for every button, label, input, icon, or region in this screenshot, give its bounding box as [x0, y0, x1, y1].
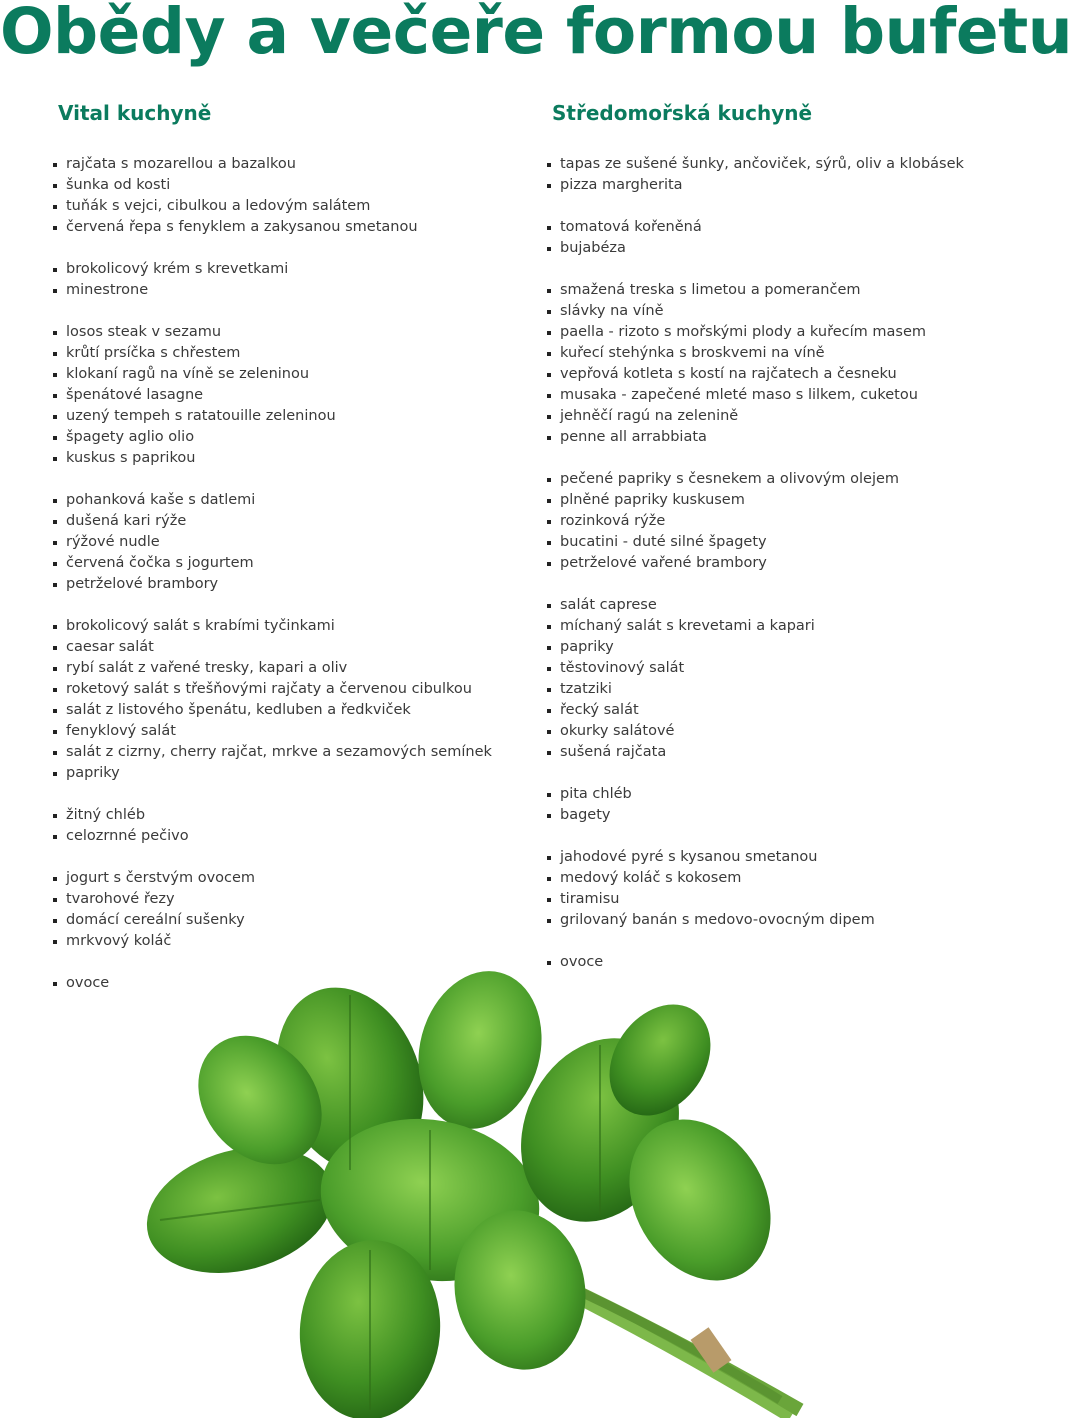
menu-item: paella - rizoto s mořskými plody a kuřecím masem	[552, 322, 952, 343]
menu-item: medový koláč s kokosem	[552, 868, 952, 889]
menu-item: šunka od kosti	[58, 175, 498, 196]
page-title: Obědy a večeře formou bufetu	[0, 0, 1072, 68]
menu-item: mrkvový koláč	[58, 931, 498, 952]
mediterranean-heading: Středomořská kuchyně	[552, 101, 813, 125]
menu-item: tzatziki	[552, 679, 952, 700]
menu-item: penne all arrabbiata	[552, 427, 952, 448]
menu-item: kuřecí stehýnka s broskvemi na víně	[552, 343, 952, 364]
menu-item: brokolicový krém s krevetkami	[58, 259, 498, 280]
menu-item: salát z cizrny, cherry rajčat, mrkve a sezamových semínek	[58, 742, 498, 763]
menu-item: bucatini - duté silné špagety	[552, 532, 952, 553]
menu-item: uzený tempeh s ratatouille zeleninou	[58, 406, 498, 427]
menu-item: pita chléb	[552, 784, 952, 805]
vital-heading: Vital kuchyně	[58, 101, 212, 125]
menu-item: bujabéza	[552, 238, 952, 259]
menu-item: jogurt s čerstvým ovocem	[58, 868, 498, 889]
mediterranean-menu-section	[552, 96, 964, 973]
menu-item: tiramisu	[552, 889, 952, 910]
menu-item: tomatová kořeněná	[552, 217, 952, 238]
menu-item: papriky	[58, 763, 498, 784]
menu-item: bagety	[552, 805, 952, 826]
menu-item: musaka - zapečené mleté maso s lilkem, cuketou	[552, 385, 952, 406]
menu-item: špenátové lasagne	[58, 385, 498, 406]
menu-item: vepřová kotleta s kostí na rajčatech a česneku	[552, 364, 952, 385]
menu-item: jahodové pyré s kysanou smetanou	[552, 847, 952, 868]
menu-item: žitný chléb	[58, 805, 498, 826]
menu-item: rýžové nudle	[58, 532, 498, 553]
menu-item: pohanková kaše s datlemi	[58, 490, 498, 511]
menu-item: tuňák s vejci, cibulkou a ledovým salátem	[58, 196, 498, 217]
menu-item: těstovinový salát	[552, 658, 952, 679]
menu-item: pizza margherita	[552, 175, 952, 196]
menu-item: sušená rajčata	[552, 742, 952, 763]
menu-item: domácí cereální sušenky	[58, 910, 498, 931]
menu-item: červená čočka s jogurtem	[58, 553, 498, 574]
vital-menu-section	[58, 96, 498, 994]
menu-item: caesar salát	[58, 637, 498, 658]
menu-item: slávky na víně	[552, 301, 952, 322]
menu-item: papriky	[552, 637, 952, 658]
menu-item: pečené papriky s česnekem a olivovým olejem	[552, 469, 952, 490]
menu-item: dušená kari rýže	[58, 511, 498, 532]
menu-item: grilovaný banán s medovo-ovocným dipem	[552, 910, 952, 931]
menu-item: klokaní ragů na víně se zeleninou	[58, 364, 498, 385]
menu-item: tvarohové řezy	[58, 889, 498, 910]
menu-item: smažená treska s limetou a pomerančem	[552, 280, 952, 301]
mediterranean-menu-list	[552, 154, 964, 973]
basil-icon	[100, 970, 870, 1418]
menu-item: kuskus s paprikou	[58, 448, 498, 469]
menu-item: petrželové brambory	[58, 574, 498, 595]
menu-item: krůtí prsíčka s chřestem	[58, 343, 498, 364]
menu-item: ovoce	[552, 952, 952, 973]
menu-item: řecký salát	[552, 700, 952, 721]
menu-item: salát caprese	[552, 595, 952, 616]
menu-item: míchaný salát s krevetami a kapari	[552, 616, 952, 637]
menu-item: rozinková rýže	[552, 511, 952, 532]
menu-item: brokolicový salát s krabími tyčinkami	[58, 616, 498, 637]
menu-item: ovoce	[58, 973, 498, 994]
menu-item: petrželové vařené brambory	[552, 553, 952, 574]
menu-item: jehněčí ragú na zelenině	[552, 406, 952, 427]
menu-item: celozrnné pečivo	[58, 826, 498, 847]
menu-item: roketový salát s třešňovými rajčaty a červenou cibulkou	[58, 679, 498, 700]
menu-item: fenyklový salát	[58, 721, 498, 742]
menu-item: rybí salát z vařené tresky, kapari a oliv	[58, 658, 498, 679]
menu-item: rajčata s mozarellou a bazalkou	[58, 154, 498, 175]
menu-item: špagety aglio olio	[58, 427, 498, 448]
menu-item: losos steak v sezamu	[58, 322, 498, 343]
menu-item: plněné papriky kuskusem	[552, 490, 952, 511]
menu-item: tapas ze sušené šunky, ančoviček, sýrů, oliv a klobásek	[552, 154, 952, 175]
vital-menu-list	[58, 154, 498, 994]
menu-item: červená řepa s fenyklem a zakysanou smetanou	[58, 217, 498, 238]
menu-item: minestrone	[58, 280, 498, 301]
menu-item: salát z listového špenátu, kedluben a ředkviček	[58, 700, 498, 721]
menu-item: okurky salátové	[552, 721, 952, 742]
